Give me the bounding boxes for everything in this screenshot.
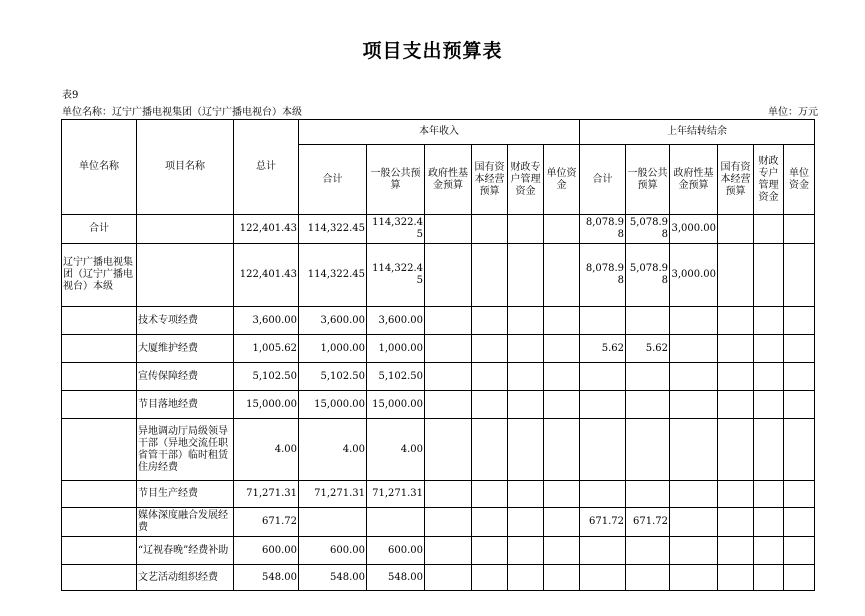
- co-gov-fund-cell: 3,000.00: [670, 215, 718, 244]
- co-general-cell: [626, 565, 670, 591]
- co-state-capital-cell: [718, 307, 754, 335]
- co-special-cell: [754, 419, 784, 481]
- ci-unit-cell: [544, 307, 580, 335]
- ci-special-cell: [508, 391, 544, 419]
- ci-gov-fund-cell: [425, 537, 472, 565]
- project-cell: 文艺活动组织经费: [137, 565, 234, 591]
- unit-cell: 合计: [62, 215, 137, 244]
- total-cell: 600.00: [234, 537, 299, 565]
- unit-cell: [62, 335, 137, 363]
- ci-special-cell: [508, 481, 544, 508]
- co-unit-cell: [784, 481, 815, 508]
- ci-special-cell: [508, 307, 544, 335]
- table-row: [62, 335, 815, 363]
- header-co-unit: 单位资金: [784, 145, 815, 215]
- header-co-state-capital: 国有资本经营预算: [718, 145, 754, 215]
- co-special-cell: [754, 508, 784, 537]
- co-total-cell: [580, 419, 626, 481]
- co-gov-fund-cell: [670, 363, 718, 391]
- ci-gov-fund-cell: [425, 508, 472, 537]
- total-cell: 122,401.43: [234, 244, 299, 307]
- co-gov-fund-cell: 3,000.00: [670, 244, 718, 307]
- currency-unit: 单位：万元: [768, 107, 818, 118]
- unit-cell: [62, 391, 137, 419]
- header-ci-special: 财政专户管理资金: [508, 145, 544, 215]
- ci-general-cell: 114,322.45: [367, 215, 425, 244]
- ci-general-cell: 15,000.00: [367, 391, 425, 419]
- co-total-cell: [580, 481, 626, 508]
- total-cell: 3,600.00: [234, 307, 299, 335]
- total-cell: 5,102.50: [234, 363, 299, 391]
- co-special-cell: [754, 391, 784, 419]
- co-general-cell: 5.62: [626, 335, 670, 363]
- table-row: [62, 391, 815, 419]
- co-gov-fund-cell: [670, 307, 718, 335]
- ci-unit-cell: [544, 508, 580, 537]
- co-special-cell: [754, 307, 784, 335]
- project-cell: 大厦维护经费: [137, 335, 234, 363]
- ci-total-cell: 548.00: [299, 565, 367, 591]
- co-general-cell: 5,078.98: [626, 215, 670, 244]
- ci-special-cell: [508, 508, 544, 537]
- ci-state-capital-cell: [472, 307, 508, 335]
- header-carryover: 上年结转结余: [580, 120, 815, 145]
- table-row-total: [62, 215, 815, 244]
- unit-cell: 辽宁广播电视集团（辽宁广播电视台）本级: [62, 244, 137, 307]
- co-unit-cell: [784, 508, 815, 537]
- co-state-capital-cell: [718, 215, 754, 244]
- header-ci-total: 合计: [299, 145, 367, 215]
- co-general-cell: [626, 481, 670, 508]
- co-special-cell: [754, 363, 784, 391]
- co-gov-fund-cell: [670, 537, 718, 565]
- total-cell: 671.72: [234, 508, 299, 537]
- co-total-cell: [580, 363, 626, 391]
- co-gov-fund-cell: [670, 508, 718, 537]
- ci-gov-fund-cell: [425, 391, 472, 419]
- ci-unit-cell: [544, 335, 580, 363]
- ci-gov-fund-cell: [425, 565, 472, 591]
- ci-gov-fund-cell: [425, 307, 472, 335]
- co-state-capital-cell: [718, 481, 754, 508]
- project-cell: 媒体深度融合发展经费: [137, 508, 234, 537]
- co-special-cell: [754, 215, 784, 244]
- unit-cell: [62, 419, 137, 481]
- co-gov-fund-cell: [670, 391, 718, 419]
- unit-cell: [62, 307, 137, 335]
- ci-state-capital-cell: [472, 537, 508, 565]
- ci-general-cell: 5,102.50: [367, 363, 425, 391]
- co-total-cell: [580, 565, 626, 591]
- total-cell: 1,005.62: [234, 335, 299, 363]
- co-gov-fund-cell: [670, 419, 718, 481]
- table-row: [62, 363, 815, 391]
- ci-total-cell: 5,102.50: [299, 363, 367, 391]
- ci-state-capital-cell: [472, 363, 508, 391]
- ci-gov-fund-cell: [425, 215, 472, 244]
- co-unit-cell: [784, 307, 815, 335]
- ci-general-cell: 3,600.00: [367, 307, 425, 335]
- ci-total-cell: 4.00: [299, 419, 367, 481]
- ci-unit-cell: [544, 565, 580, 591]
- co-total-cell: 5.62: [580, 335, 626, 363]
- co-gov-fund-cell: [670, 565, 718, 591]
- ci-state-capital-cell: [472, 335, 508, 363]
- ci-state-capital-cell: [472, 508, 508, 537]
- co-unit-cell: [784, 565, 815, 591]
- ci-gov-fund-cell: [425, 335, 472, 363]
- co-unit-cell: [784, 244, 815, 307]
- total-cell: 122,401.43: [234, 215, 299, 244]
- ci-general-cell: 114,322.45: [367, 244, 425, 307]
- project-cell: 技术专项经费: [137, 307, 234, 335]
- unit-cell: [62, 508, 137, 537]
- ci-total-cell: 71,271.31: [299, 481, 367, 508]
- unit-cell: [62, 363, 137, 391]
- header-co-special: 财政专户管理资金: [754, 145, 784, 215]
- co-total-cell: 8,078.98: [580, 244, 626, 307]
- header-co-general: 一般公共预算: [626, 145, 670, 215]
- co-total-cell: 671.72: [580, 508, 626, 537]
- table-row: [62, 537, 815, 565]
- ci-unit-cell: [544, 481, 580, 508]
- co-unit-cell: [784, 419, 815, 481]
- table-row: [62, 307, 815, 335]
- ci-general-cell: 4.00: [367, 419, 425, 481]
- ci-unit-cell: [544, 215, 580, 244]
- co-general-cell: [626, 419, 670, 481]
- co-general-cell: [626, 537, 670, 565]
- co-unit-cell: [784, 391, 815, 419]
- project-cell: “辽视春晚”经费补助: [137, 537, 234, 565]
- co-state-capital-cell: [718, 508, 754, 537]
- co-special-cell: [754, 537, 784, 565]
- ci-unit-cell: [544, 419, 580, 481]
- ci-unit-cell: [544, 537, 580, 565]
- ci-gov-fund-cell: [425, 419, 472, 481]
- co-general-cell: [626, 391, 670, 419]
- ci-gov-fund-cell: [425, 244, 472, 307]
- ci-general-cell: 600.00: [367, 537, 425, 565]
- co-general-cell: 5,078.98: [626, 244, 670, 307]
- co-state-capital-cell: [718, 419, 754, 481]
- ci-total-cell: [299, 508, 367, 537]
- project-cell: [137, 215, 234, 244]
- project-cell: 异地调动厅局级领导干部（异地交流任职省管干部）临时租赁住房经费: [137, 419, 234, 481]
- unit-cell: [62, 481, 137, 508]
- ci-total-cell: 114,322.45: [299, 215, 367, 244]
- header-ci-unit: 单位资金: [544, 145, 580, 215]
- table-row: [62, 419, 815, 481]
- co-gov-fund-cell: [670, 481, 718, 508]
- total-cell: 71,271.31: [234, 481, 299, 508]
- table-row: [62, 565, 815, 591]
- header-unit-name: 单位名称: [62, 120, 137, 215]
- ci-unit-cell: [544, 391, 580, 419]
- co-total-cell: [580, 307, 626, 335]
- ci-special-cell: [508, 419, 544, 481]
- ci-general-cell: 1,000.00: [367, 335, 425, 363]
- page-title: 项目支出预算表: [362, 40, 503, 62]
- co-total-cell: 8,078.98: [580, 215, 626, 244]
- project-cell: 宣传保障经费: [137, 363, 234, 391]
- table-row: [62, 244, 815, 307]
- co-special-cell: [754, 481, 784, 508]
- ci-state-capital-cell: [472, 565, 508, 591]
- total-cell: 15,000.00: [234, 391, 299, 419]
- co-gov-fund-cell: [670, 335, 718, 363]
- unit-cell: [62, 537, 137, 565]
- unit-cell: [62, 565, 137, 591]
- header-project-name: 项目名称: [137, 120, 234, 215]
- budget-table: [61, 119, 815, 591]
- ci-general-cell: [367, 508, 425, 537]
- ci-special-cell: [508, 244, 544, 307]
- ci-state-capital-cell: [472, 215, 508, 244]
- header-co-total: 合计: [580, 145, 626, 215]
- project-cell: 节目落地经费: [137, 391, 234, 419]
- unit-name-line: 单位名称：辽宁广播电视集团（辽宁广播电视台）本级: [62, 107, 302, 118]
- co-state-capital-cell: [718, 391, 754, 419]
- co-unit-cell: [784, 537, 815, 565]
- ci-total-cell: 1,000.00: [299, 335, 367, 363]
- total-cell: 4.00: [234, 419, 299, 481]
- ci-unit-cell: [544, 244, 580, 307]
- ci-special-cell: [508, 335, 544, 363]
- ci-total-cell: 15,000.00: [299, 391, 367, 419]
- ci-total-cell: 114,322.45: [299, 244, 367, 307]
- ci-state-capital-cell: [472, 391, 508, 419]
- co-special-cell: [754, 565, 784, 591]
- co-state-capital-cell: [718, 363, 754, 391]
- ci-special-cell: [508, 565, 544, 591]
- ci-gov-fund-cell: [425, 363, 472, 391]
- header-current-income: 本年收入: [299, 120, 580, 145]
- project-cell: 节目生产经费: [137, 481, 234, 508]
- ci-state-capital-cell: [472, 419, 508, 481]
- co-special-cell: [754, 244, 784, 307]
- ci-state-capital-cell: [472, 481, 508, 508]
- header-ci-general: 一般公共预算: [367, 145, 425, 215]
- ci-total-cell: 3,600.00: [299, 307, 367, 335]
- table-row: [62, 481, 815, 508]
- co-state-capital-cell: [718, 244, 754, 307]
- ci-special-cell: [508, 215, 544, 244]
- co-unit-cell: [784, 215, 815, 244]
- ci-special-cell: [508, 537, 544, 565]
- co-special-cell: [754, 335, 784, 363]
- ci-total-cell: 600.00: [299, 537, 367, 565]
- project-cell: [137, 244, 234, 307]
- ci-general-cell: 548.00: [367, 565, 425, 591]
- co-state-capital-cell: [718, 565, 754, 591]
- header-co-gov-fund: 政府性基金预算: [670, 145, 718, 215]
- co-unit-cell: [784, 363, 815, 391]
- co-state-capital-cell: [718, 335, 754, 363]
- co-state-capital-cell: [718, 537, 754, 565]
- table-row: [62, 508, 815, 537]
- co-total-cell: [580, 537, 626, 565]
- co-total-cell: [580, 391, 626, 419]
- ci-general-cell: 71,271.31: [367, 481, 425, 508]
- ci-gov-fund-cell: [425, 481, 472, 508]
- total-cell: 548.00: [234, 565, 299, 591]
- header-total: 总计: [234, 120, 299, 215]
- co-general-cell: [626, 363, 670, 391]
- ci-state-capital-cell: [472, 244, 508, 307]
- co-unit-cell: [784, 335, 815, 363]
- header-ci-state-capital: 国有资本经营预算: [472, 145, 508, 215]
- ci-unit-cell: [544, 363, 580, 391]
- co-general-cell: [626, 307, 670, 335]
- ci-special-cell: [508, 363, 544, 391]
- header-ci-gov-fund: 政府性基金预算: [425, 145, 472, 215]
- table-number: 表9: [62, 90, 79, 101]
- co-general-cell: 671.72: [626, 508, 670, 537]
